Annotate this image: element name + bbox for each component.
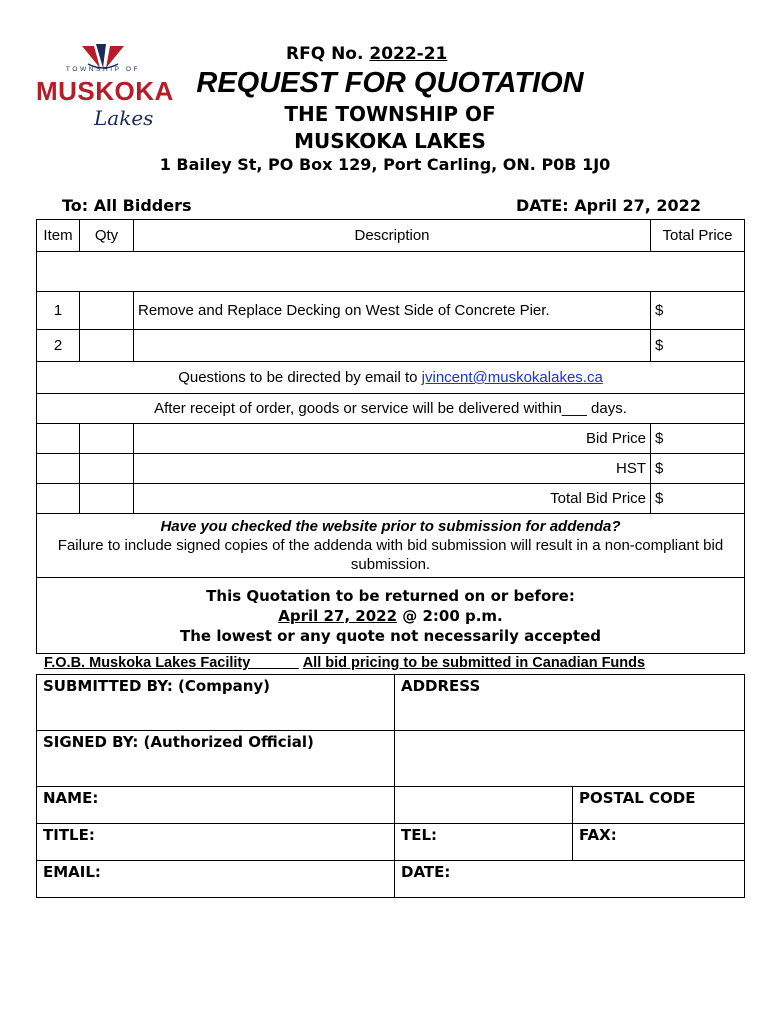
total-bid-label: Total Bid Price [134, 484, 651, 514]
addenda-cell [37, 514, 745, 578]
title-field[interactable]: TITLE: [37, 824, 395, 861]
bid-price-row [37, 424, 745, 454]
qty-cell[interactable] [80, 292, 134, 330]
name-row [37, 787, 745, 824]
addenda-row [37, 514, 745, 578]
logo-muskoka-text: MUSKOKA [36, 76, 174, 106]
col-item-header: Item [37, 220, 80, 252]
total-bid-field[interactable]: $ [651, 484, 745, 514]
signed-row [37, 731, 745, 787]
return-notice-row [37, 578, 745, 654]
logo-township-text: TOWNSHIP OF [65, 66, 141, 73]
address-field[interactable]: ADDRESS [395, 675, 745, 731]
hst-label: HST [134, 454, 651, 484]
delivery-cell: After receipt of order, goods or service will be delivered within___ days. [37, 394, 745, 424]
table-header-row [37, 220, 745, 252]
return-notice-cell: This Quotation to be returned on or before: April 27, 2022 @ 2:00 p.m. The lowest or any quote not necessarily accepted [37, 578, 745, 654]
total-price-cell[interactable]: $ [651, 292, 745, 330]
contact-email-link[interactable]: jvincent@muskokalakes.ca [421, 369, 603, 386]
signature-table [36, 674, 745, 898]
col-qty-header: Qty [80, 220, 134, 252]
fob-line: F.O.B. Muskoka Lakes Facility______ All bid pricing to be submitted in Canadian Funds [44, 655, 646, 671]
hst-row [37, 454, 745, 484]
blank-row [37, 252, 745, 292]
description-cell[interactable] [134, 330, 651, 362]
questions-cell: Questions to be directed by email to jvincent@muskokalakes.ca [37, 362, 745, 394]
qty-cell[interactable] [80, 330, 134, 362]
total-bid-row [37, 484, 745, 514]
hst-field[interactable]: $ [651, 454, 745, 484]
delivery-row [37, 394, 745, 424]
document-date: DATE: April 27, 2022 [516, 196, 701, 215]
muskoka-lakes-logo [36, 42, 174, 134]
addenda-question: Have you checked the website prior to submission for addenda? [160, 518, 621, 535]
name-field[interactable]: NAME: [37, 787, 395, 824]
signed-by-field[interactable]: SIGNED BY: (Authorized Official) [37, 731, 395, 787]
date-field[interactable]: DATE: [395, 861, 745, 898]
bid-price-label: Bid Price [134, 424, 651, 454]
col-description-header: Description [134, 220, 651, 252]
rfq-number: RFQ No. 2022-21 [286, 44, 448, 64]
table-row [37, 292, 745, 330]
recipient: To: All Bidders [62, 196, 192, 215]
addenda-note: Failure to include signed copies of the addenda with bid submission will result in a non-compliant bid submission. [57, 537, 724, 573]
blank-cell [37, 252, 745, 292]
title-row [37, 824, 745, 861]
table-row [37, 330, 745, 362]
description-cell: Remove and Replace Decking on West Side of Concrete Pier. [134, 292, 651, 330]
item-cell: 1 [37, 292, 80, 330]
email-field[interactable]: EMAIL: [37, 861, 395, 898]
document-title: REQUEST FOR QUOTATION [196, 67, 584, 99]
return-date: April 27, 2022 [278, 606, 398, 625]
questions-row [37, 362, 745, 394]
fax-field[interactable]: FAX: [573, 824, 745, 861]
postal-code-field[interactable]: POSTAL CODE [573, 787, 745, 824]
organization-address: 1 Bailey St, PO Box 129, Port Carling, ON. P0B 1J0 [159, 155, 611, 174]
submitted-by-field[interactable]: SUBMITTED BY: (Company) [37, 675, 395, 731]
total-price-cell[interactable]: $ [651, 330, 745, 362]
organization-name: THE TOWNSHIP OF MUSKOKA LAKES [284, 102, 496, 153]
email-row [37, 861, 745, 898]
logo-lakes-text: Lakes [94, 106, 154, 130]
tel-field[interactable]: TEL: [395, 824, 573, 861]
item-cell: 2 [37, 330, 80, 362]
col-total-header: Total Price [651, 220, 745, 252]
quotation-table [36, 219, 745, 654]
submitted-row [37, 675, 745, 731]
bid-price-field[interactable]: $ [651, 424, 745, 454]
